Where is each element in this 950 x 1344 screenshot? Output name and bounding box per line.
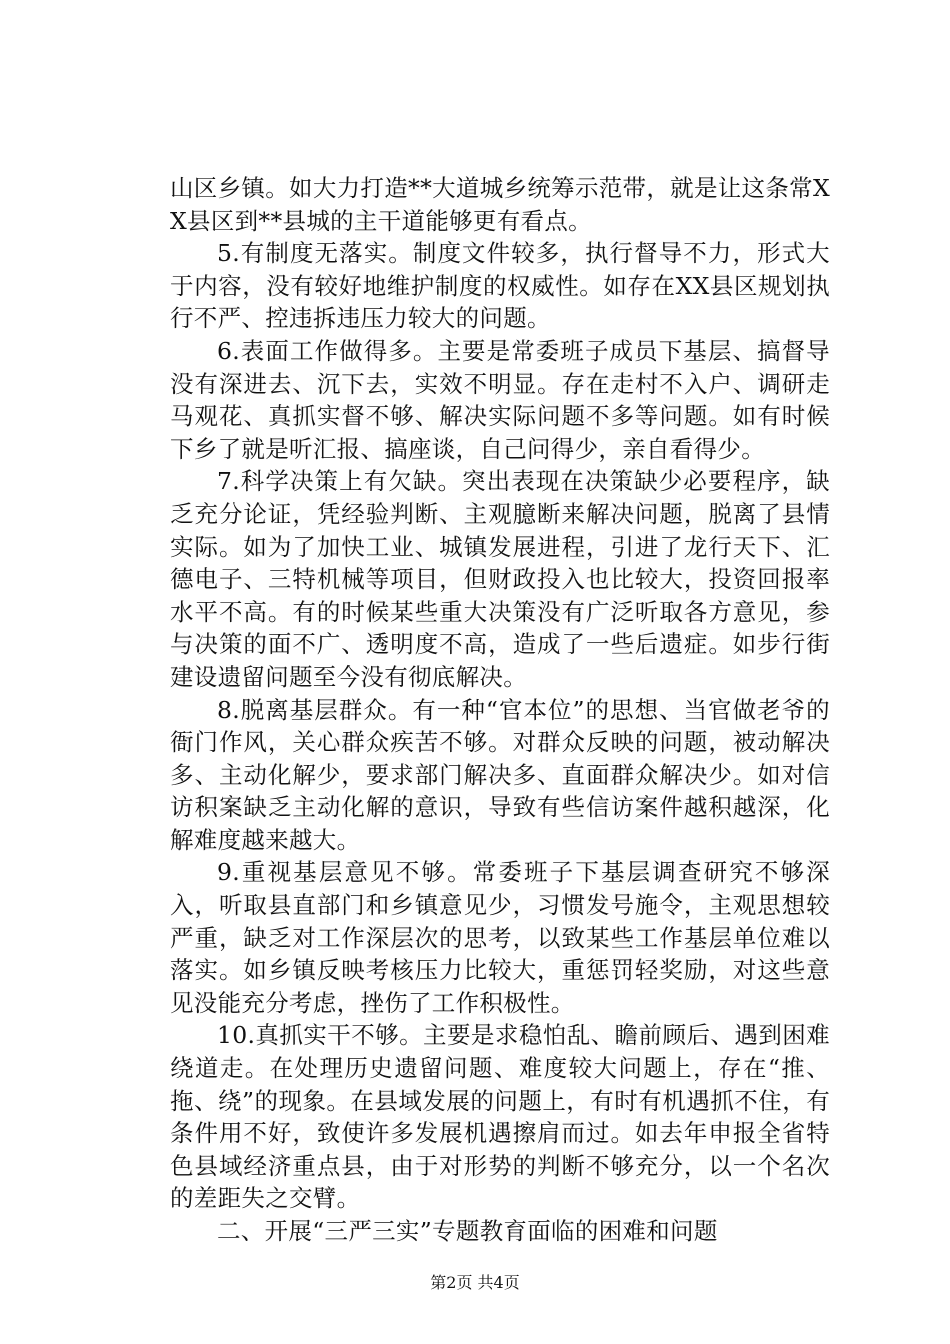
paragraph-item-7: 7.科学决策上有欠缺。突出表现在决策缺少必要程序，缺乏充分论证，凭经验判断、主观臆断来解决问题，脱离了县情实际。如为了加快工业、城镇发展进程，引进了龙行天下、汇德电子、三特机械等项目，但财政投入也比较大，投资回报率水平不高。有的时候某些重大决策没有广泛听取各方意见，参与决策的面不广、透明度不高，造成了一些后遗症。如步行街建设遗留问题至今没有彻底解决。 [170,467,830,691]
paragraph-item-6: 6.表面工作做得多。主要是常委班子成员下基层、搞督导没有深进去、沉下去，实效不明显。存在走村不入户、调研走马观花、真抓实督不够、解决实际问题不多等问题。如有时候下乡了就是听汇报、搞座谈，自己问得少，亲自看得少。 [170,336,830,463]
paragraph-item-10: 10.真抓实干不够。主要是求稳怕乱、瞻前顾后、遇到困难绕道走。在处理历史遗留问题、难度较大问题上，存在“推、拖、绕”的现象。在县域发展的问题上，有时有机遇抓不住，有条件用不好，致使许多发展机遇擦肩而过。如去年申报全省特色县域经济重点县，由于对形势的判断不够充分，以一个名次的差距失之交臂。 [170,1021,830,1213]
section-heading: 二、开展“三严三实”专题教育面临的困难和问题 [217,1217,718,1245]
paragraph-item-8: 8.脱离基层群众。有一种“官本位”的思想、当官做老爷的衙门作风，关心群众疾苦不够。对群众反映的问题，被动解决多、主动化解少，要求部门解决多、直面群众解决少。如对信访积案缺乏主动化解的意识，导致有些信访案件越积越深，化解难度越来越大。 [170,695,830,854]
paragraph-item-9: 9.重视基层意见不够。常委班子下基层调查研究不够深入，听取县直部门和乡镇意见少，习惯发号施令，主观思想较严重，缺乏对工作深层次的思考，以致某些工作基层单位难以落实。如乡镇反映考核压力比较大，重惩罚轻奖励，对这些意见没能充分考虑，挫伤了工作积极性。 [170,858,830,1017]
page-number-footer: 第2页 共4页 [430,1273,520,1292]
document-body [170,172,830,1248]
paragraph-continuation: 山区乡镇。如大力打造**大道城乡统筹示范带，就是让这条常XX县区到**县城的主干道能够更有看点。 [170,174,830,235]
paragraph-item-5: 5.有制度无落实。制度文件较多，执行督导不力，形式大于内容，没有较好地维护制度的权威性。如存在XX县区规划执行不严、控违拆违压力较大的问题。 [170,239,830,333]
